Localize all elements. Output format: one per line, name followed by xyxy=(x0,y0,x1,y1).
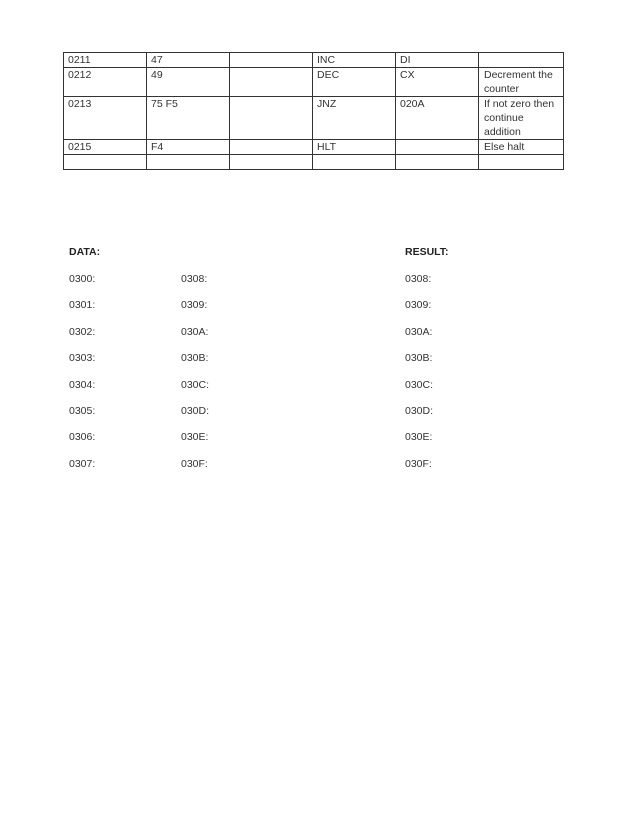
data-address: 030B: xyxy=(181,352,209,364)
table-cell: Else halt xyxy=(479,140,564,155)
table-cell xyxy=(64,155,147,170)
table-cell: JNZ xyxy=(313,97,396,140)
table-cell: DEC xyxy=(313,68,396,97)
table-cell: HLT xyxy=(313,140,396,155)
data-address: 0301: xyxy=(69,299,96,311)
table-cell xyxy=(230,97,313,140)
table-cell: 0215 xyxy=(64,140,147,155)
table-cell xyxy=(230,155,313,170)
data-address: 030D: xyxy=(181,405,210,417)
table-cell xyxy=(396,140,479,155)
table-cell: 020A xyxy=(396,97,479,140)
data-address: 0307: xyxy=(69,458,96,470)
table-cell: INC xyxy=(313,53,396,68)
result-address: 030E: xyxy=(405,431,433,443)
data-address: 030E: xyxy=(181,431,209,443)
table-cell xyxy=(479,53,564,68)
table-cell xyxy=(396,155,479,170)
table-cell xyxy=(230,68,313,97)
data-address: 030C: xyxy=(181,379,210,391)
result-address: 030A: xyxy=(405,326,433,338)
table-cell: 0212 xyxy=(64,68,147,97)
table-row xyxy=(64,53,564,68)
table-cell: 0211 xyxy=(64,53,147,68)
table-cell xyxy=(147,155,230,170)
table-cell: 49 xyxy=(147,68,230,97)
table-cell: DI xyxy=(396,53,479,68)
data-address: 030F: xyxy=(181,458,208,470)
table-cell: Decrement the counter xyxy=(479,68,564,97)
data-heading: DATA: xyxy=(69,246,101,258)
data-address: 030A: xyxy=(181,326,209,338)
table-cell: CX xyxy=(396,68,479,97)
data-address: 0308: xyxy=(181,273,208,285)
table-cell xyxy=(230,140,313,155)
result-heading: RESULT: xyxy=(405,246,449,258)
result-address: 0308: xyxy=(405,273,432,285)
result-address: 030C: xyxy=(405,379,434,391)
table-row xyxy=(64,97,564,140)
table-cell: F4 xyxy=(147,140,230,155)
data-address: 0305: xyxy=(69,405,96,417)
data-address: 0303: xyxy=(69,352,96,364)
table-cell: 75 F5 xyxy=(147,97,230,140)
table-cell xyxy=(479,155,564,170)
table-cell xyxy=(230,53,313,68)
data-address: 0304: xyxy=(69,379,96,391)
table-row xyxy=(64,155,564,170)
data-address: 0309: xyxy=(181,299,208,311)
result-address: 030F: xyxy=(405,458,432,470)
result-address: 030D: xyxy=(405,405,434,417)
result-address: 030B: xyxy=(405,352,433,364)
table-row xyxy=(64,68,564,97)
table-cell: 47 xyxy=(147,53,230,68)
data-address: 0306: xyxy=(69,431,96,443)
table-cell: If not zero then continue addition xyxy=(479,97,564,140)
table-row xyxy=(64,140,564,155)
data-address: 0300: xyxy=(69,273,96,285)
table-cell: 0213 xyxy=(64,97,147,140)
data-address: 0302: xyxy=(69,326,96,338)
result-address: 0309: xyxy=(405,299,432,311)
instruction-table xyxy=(63,52,564,170)
table-cell xyxy=(313,155,396,170)
